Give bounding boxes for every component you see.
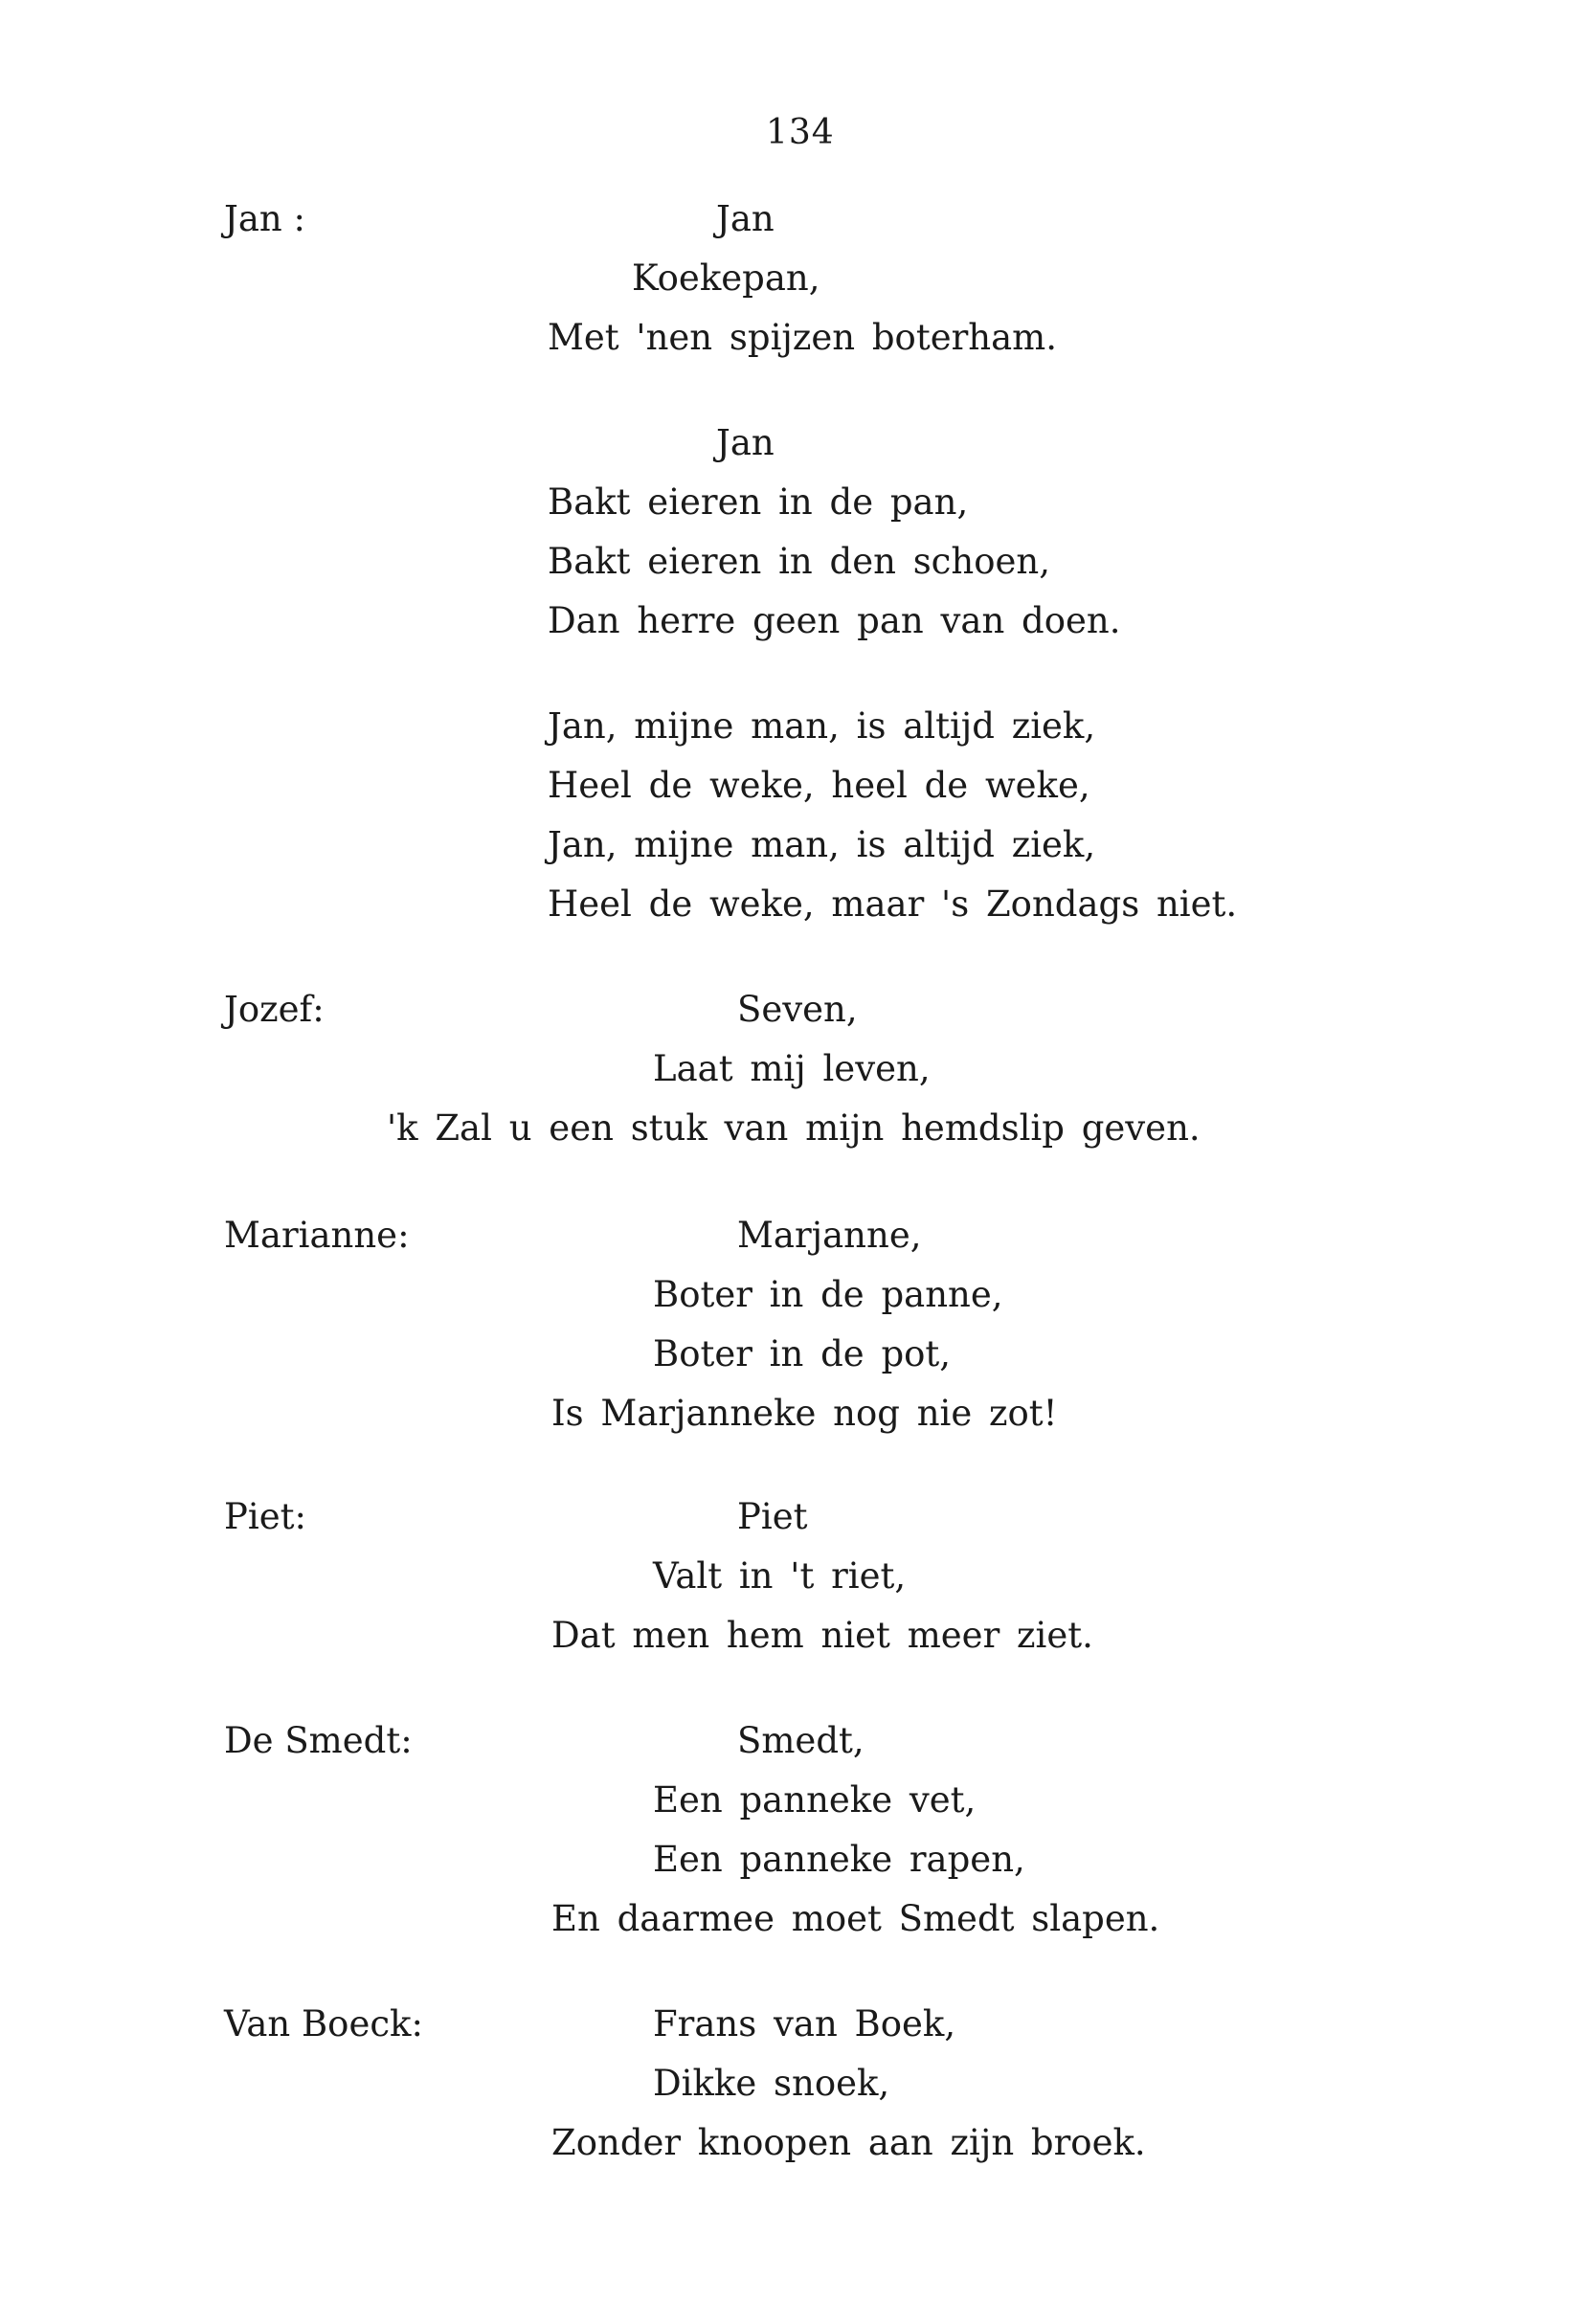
verse-line: Dikke snoek, xyxy=(653,2063,890,2104)
verse-line: Heel de weke, heel de weke, xyxy=(548,765,1090,806)
verse-line: Seven, xyxy=(737,989,858,1030)
verse-line: Met 'nen spijzen boterham. xyxy=(548,317,1058,358)
verse-line: Jan, mijne man, is altijd ziek, xyxy=(548,705,1096,747)
verse-line: Dat men hem niet meer ziet. xyxy=(551,1615,1093,1656)
verse-line: 'k Zal u een stuk van mijn hemdslip geven. xyxy=(387,1107,1201,1149)
verse-line: Jan xyxy=(716,198,775,239)
verse-line: Frans van Boek, xyxy=(653,2003,956,2045)
verse-line: Boter in de panne, xyxy=(653,1274,1003,1315)
verse-line: Een panneke vet, xyxy=(653,1779,977,1821)
verse-line: Heel de weke, maar 's Zondags niet. xyxy=(548,883,1238,925)
speaker-de-smedt: De Smedt: xyxy=(224,1720,413,1761)
verse-line: Bakt eieren in den schoen, xyxy=(548,541,1050,582)
verse-line: Laat mij leven, xyxy=(653,1048,931,1089)
speaker-van-boeck: Van Boeck: xyxy=(224,2003,423,2045)
verse-line: Een panneke rapen, xyxy=(653,1839,1025,1880)
verse-line: Piet xyxy=(737,1496,808,1537)
verse-line: Dan herre geen pan van doen. xyxy=(548,600,1121,641)
speaker-jan: Jan : xyxy=(224,198,305,239)
speaker-piet: Piet: xyxy=(224,1496,306,1537)
verse-line: Jan, mijne man, is altijd ziek, xyxy=(548,824,1096,865)
verse-line: Marjanne, xyxy=(737,1215,922,1256)
verse-line: Valt in 't riet, xyxy=(653,1555,907,1597)
page-number: 134 xyxy=(766,113,835,152)
verse-line: Smedt, xyxy=(737,1720,865,1761)
speaker-jozef: Jozef: xyxy=(224,989,325,1030)
verse-line: Zonder knoopen aan zijn broek. xyxy=(551,2122,1146,2163)
verse-line: En daarmee moet Smedt slapen. xyxy=(551,1898,1160,1939)
verse-line: Is Marjanneke nog nie zot! xyxy=(551,1393,1058,1434)
speaker-marianne: Marianne: xyxy=(224,1215,410,1256)
verse-line: Bakt eieren in de pan, xyxy=(548,481,969,523)
verse-line: Jan xyxy=(716,422,775,463)
verse-line: Boter in de pot, xyxy=(653,1333,952,1374)
verse-line: Koekepan, xyxy=(632,257,820,299)
